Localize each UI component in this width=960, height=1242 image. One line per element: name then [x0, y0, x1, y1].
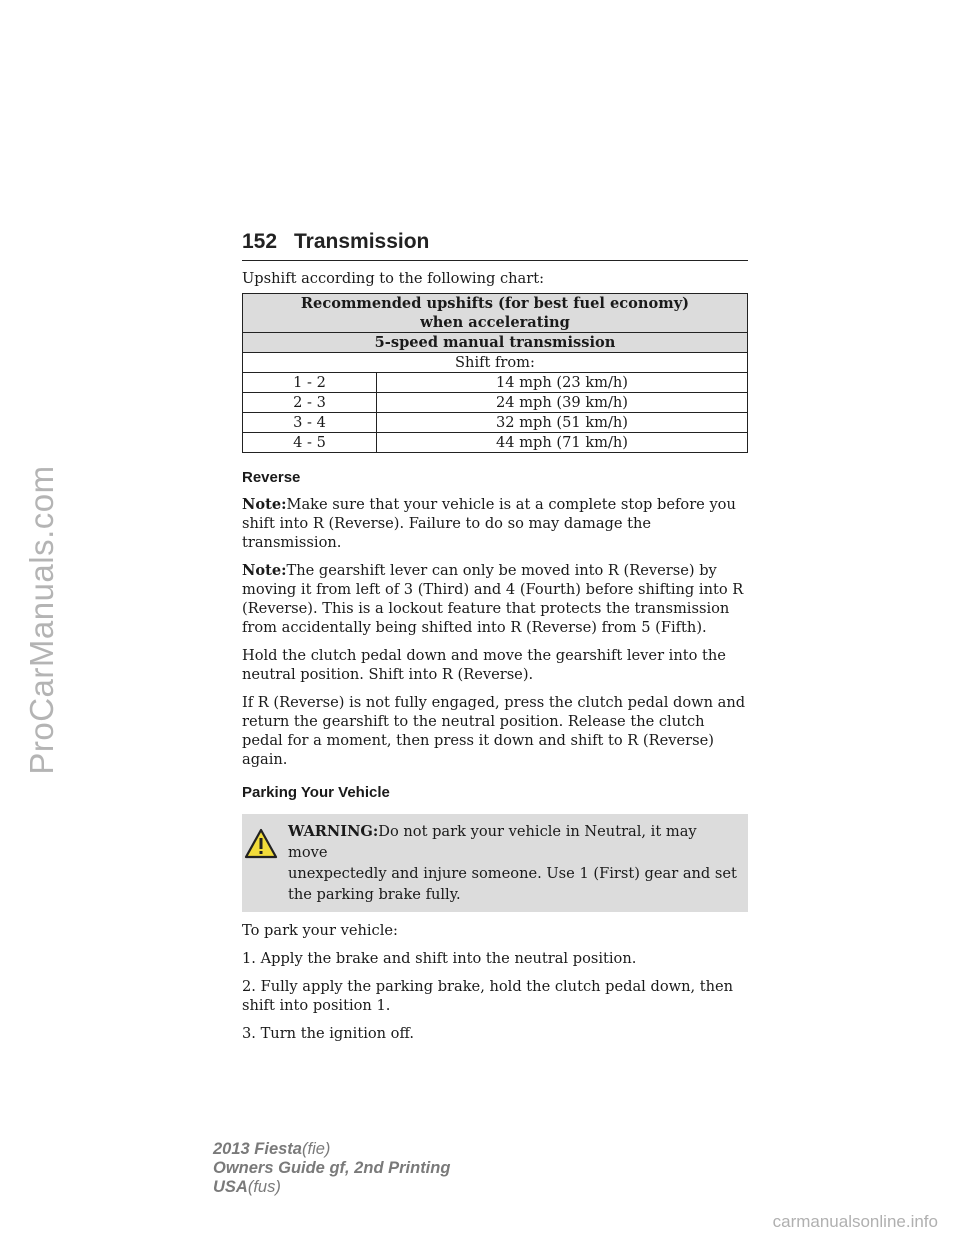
footer-region-line: [213, 1178, 450, 1197]
note-text: Make sure that your vehicle is at a complete stop before you shift into R (Reverse). Failure to do so may damage the transmission.: [242, 496, 736, 551]
table-title: Recommended upshifts (for best fuel economy) when accelerating: [243, 294, 748, 333]
note-text: The gearshift lever can only be moved into R (Reverse) by moving it from left of 3 (Third) and 4 (Fourth) before shifting into R (Reverse). This is a lockout feature that protects the transmission from accidentally being shifted into R (Reverse) from 5 (Fifth).: [242, 562, 744, 636]
gear-cell: 2 - 3: [243, 393, 377, 413]
warning-first-line: [242, 821, 740, 863]
gear-cell: 3 - 4: [243, 413, 377, 433]
footer-model: 2013 Fiesta: [213, 1140, 302, 1158]
table-title-row: [243, 294, 748, 333]
page-number: 152: [242, 230, 278, 253]
reverse-paragraph-2: If R (Reverse) is not fully engaged, press the clutch pedal down and return the gearshift to the neutral position. Release the clutch pedal for a moment, then press it down and shift to R (Reverse) again.: [242, 694, 746, 768]
footer-model-line: [213, 1140, 450, 1159]
warning-label: WARNING:: [288, 823, 379, 840]
speed-cell: 44 mph (71 km/h): [377, 433, 748, 453]
footer-region-code: (fus): [247, 1178, 281, 1196]
speed-cell: 24 mph (39 km/h): [377, 393, 748, 413]
footer-guide: Owners Guide gf, 2nd Printing: [213, 1159, 451, 1177]
gear-cell: 1 - 2: [243, 373, 377, 393]
speed-cell: 32 mph (51 km/h): [377, 413, 748, 433]
footer-region: USA: [213, 1178, 248, 1196]
reverse-paragraph-1: Hold the clutch pedal down and move the gearshift lever into the neutral position. Shift into R (Reverse).: [242, 647, 726, 683]
parking-heading: Parking Your Vehicle: [242, 784, 390, 801]
table-column-row: [243, 353, 748, 373]
upshift-table: [242, 293, 748, 453]
page-header: [242, 228, 748, 261]
table-row: [243, 433, 748, 453]
parking-intro: To park your vehicle:: [242, 922, 398, 939]
table-column-label: Shift from:: [243, 353, 748, 373]
warning-box: [242, 814, 748, 912]
section-title: Transmission: [294, 230, 430, 253]
warning-text: Do not park your vehicle in Neutral, it may move: [288, 823, 697, 861]
parking-step: 1. Apply the brake and shift into the neutral position.: [242, 950, 637, 967]
table-row: [243, 413, 748, 433]
table-subtitle-row: [243, 333, 748, 353]
table-row: [243, 393, 748, 413]
warning-text-continued: [242, 863, 740, 905]
bottom-watermark: carmanualsonline.info: [772, 1212, 938, 1231]
warning-text-rest: unexpectedly and injure someone. Use 1 (First) gear and set the parking brake fully.: [288, 865, 737, 903]
side-watermark: ProCarManuals.com: [23, 465, 60, 775]
speed-cell: 14 mph (23 km/h): [377, 373, 748, 393]
reverse-heading: Reverse: [242, 469, 301, 486]
note-label: Note:: [242, 496, 287, 513]
table-subtitle: 5-speed manual transmission: [243, 333, 748, 353]
gear-cell: 4 - 5: [243, 433, 377, 453]
intro-text: Upshift according to the following chart:: [242, 270, 545, 287]
warning-triangle-icon: [244, 828, 278, 859]
body-content: [242, 468, 748, 1052]
parking-step: 3. Turn the ignition off.: [242, 1025, 414, 1042]
note-label: Note:: [242, 562, 287, 579]
footer-model-code: (fie): [301, 1140, 331, 1158]
parking-step: 2. Fully apply the parking brake, hold the clutch pedal down, then shift into position 1.: [242, 978, 734, 1014]
reverse-note-1: [242, 495, 748, 552]
reverse-note-2: [242, 561, 748, 637]
page-footer: [213, 1140, 450, 1197]
table-row: [243, 373, 748, 393]
